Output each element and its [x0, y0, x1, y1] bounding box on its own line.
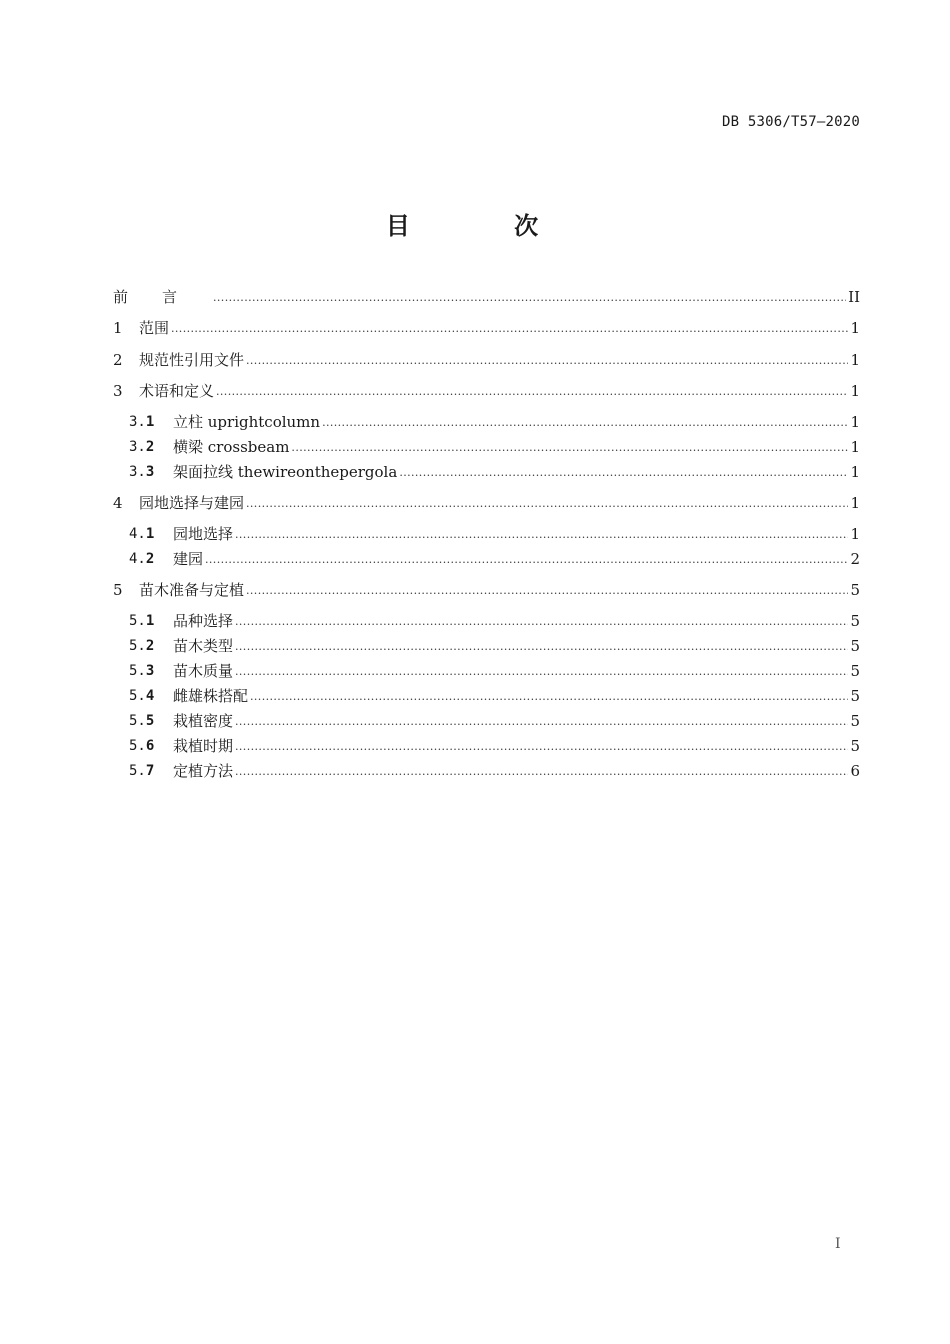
toc-entry-label: 栽植时期	[173, 737, 234, 755]
toc-leader-dots	[246, 493, 848, 513]
toc-entry-number: 3.2	[129, 439, 155, 455]
toc-entry-number: 3.3	[129, 464, 155, 480]
toc-entry-number: 1	[113, 319, 123, 337]
toc-entry-page: 5	[850, 637, 860, 655]
toc-entry-label: 横梁 crossbeam	[173, 438, 290, 456]
toc-entry-label: 栽植密度	[173, 712, 234, 730]
toc-entry-3-1[interactable]	[129, 412, 860, 432]
toc-entry-number: 5.1	[129, 613, 155, 629]
toc-entry-label: 前言	[113, 288, 212, 306]
toc-entry-number: 5.4	[129, 688, 155, 704]
toc-entry-5-7[interactable]	[129, 761, 860, 781]
toc-entry-page: 5	[850, 737, 860, 755]
toc-entry-page: 1	[850, 525, 860, 543]
toc-leader-dots	[216, 381, 848, 401]
toc-title: 目 次	[385, 212, 587, 240]
toc-leader-dots	[235, 736, 848, 756]
toc-entry-label: 规范性引用文件	[139, 351, 245, 369]
toc-entry-number: 2	[113, 351, 123, 369]
toc-leader-dots	[291, 437, 848, 457]
toc-entry-page: 2	[850, 550, 860, 568]
toc-entry-number: 5	[113, 581, 123, 599]
toc-entry-4-1[interactable]	[129, 524, 860, 544]
toc-entry-number: 5.6	[129, 738, 155, 754]
toc-leader-dots	[171, 318, 848, 338]
toc-leader-dots	[235, 661, 848, 681]
toc-leader-dots	[235, 611, 848, 631]
toc-entry-5-6[interactable]	[129, 736, 860, 756]
toc-leader-dots	[246, 580, 848, 600]
toc-entry-label: 雌雄株搭配	[173, 687, 249, 705]
toc-leader-dots	[250, 686, 848, 706]
toc-entry-page: 1	[850, 319, 860, 337]
toc-entry-page: II	[848, 288, 860, 306]
toc-entry-4[interactable]	[113, 493, 860, 513]
toc-entry-number: 4.2	[129, 551, 155, 567]
toc-entry-page: 1	[850, 494, 860, 512]
toc-entry-page: 1	[850, 382, 860, 400]
toc-entry-page: 1	[850, 413, 860, 431]
toc-entry-label: 园地选择	[173, 525, 234, 543]
page-number: I	[835, 1236, 841, 1252]
toc-entry-4-2[interactable]	[129, 549, 860, 569]
toc-leader-dots	[246, 350, 848, 370]
toc-entry-foreword[interactable]	[113, 287, 860, 307]
toc-entry-page: 5	[850, 712, 860, 730]
toc-entry-label: 范围	[139, 319, 170, 337]
toc-entry-label: 立柱 uprightcolumn	[173, 413, 321, 431]
standard-code: DB 5306/T57—2020	[721, 114, 860, 130]
toc-entry-page: 6	[850, 762, 860, 780]
toc-leader-dots	[235, 524, 848, 544]
toc-entry-number: 3	[113, 382, 123, 400]
toc-entry-3[interactable]	[113, 381, 860, 401]
toc-entry-2[interactable]	[113, 350, 860, 370]
toc-leader-dots	[205, 549, 848, 569]
toc-entry-number: 3.1	[129, 414, 155, 430]
toc-entry-label: 苗木类型	[173, 637, 234, 655]
toc-leader-dots	[399, 462, 848, 482]
toc-entry-page: 5	[850, 687, 860, 705]
toc-entry-3-3[interactable]	[129, 462, 860, 482]
toc-entry-number: 4.1	[129, 526, 155, 542]
toc-entry-5-4[interactable]	[129, 686, 860, 706]
toc-entry-number: 5.3	[129, 663, 155, 679]
toc-entry-5[interactable]	[113, 580, 860, 600]
toc-leader-dots	[235, 711, 848, 731]
toc-entry-5-3[interactable]	[129, 661, 860, 681]
toc-entry-5-5[interactable]	[129, 711, 860, 731]
toc-entry-page: 1	[850, 438, 860, 456]
toc-entry-5-2[interactable]	[129, 636, 860, 656]
toc-entry-page: 5	[850, 662, 860, 680]
toc-entry-5-1[interactable]	[129, 611, 860, 631]
toc-leader-dots	[213, 287, 846, 307]
toc-entry-label: 品种选择	[173, 612, 234, 630]
toc-leader-dots	[235, 636, 848, 656]
toc-entry-page: 1	[850, 351, 860, 369]
toc-entry-number: 5.2	[129, 638, 155, 654]
toc-entry-number: 4	[113, 494, 123, 512]
toc-entry-page: 5	[850, 581, 860, 599]
toc-entry-number: 5.5	[129, 713, 155, 729]
toc-entry-label: 苗木质量	[173, 662, 234, 680]
toc-entry-label: 苗木准备与定植	[139, 581, 245, 599]
toc-entry-label: 定植方法	[173, 762, 234, 780]
toc-entry-page: 1	[850, 463, 860, 481]
toc-leader-dots	[235, 761, 848, 781]
toc-entry-3-2[interactable]	[129, 437, 860, 457]
toc-entry-1[interactable]	[113, 318, 860, 338]
toc-entry-label: 园地选择与建园	[139, 494, 245, 512]
toc-entry-label: 架面拉线 thewireonthepergola	[173, 463, 398, 481]
toc-leader-dots	[322, 412, 848, 432]
toc-entry-number: 5.7	[129, 763, 155, 779]
toc-entry-label: 建园	[173, 550, 204, 568]
toc-entry-page: 5	[850, 612, 860, 630]
toc-entry-label: 术语和定义	[139, 382, 215, 400]
